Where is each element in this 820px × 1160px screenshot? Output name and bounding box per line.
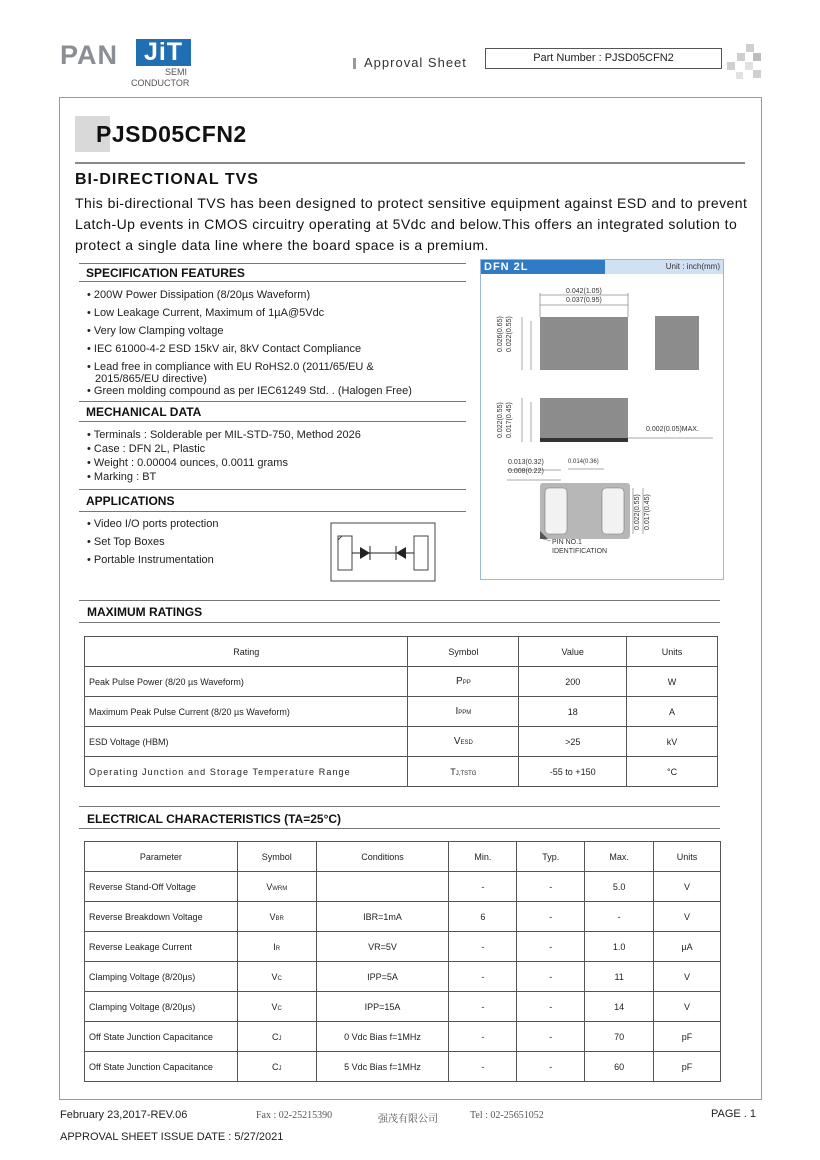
rating-cell: Peak Pulse Power (8/20 µs Waveform) [85,667,408,697]
units-cell: W [627,667,718,697]
dim-label: 0.014(0.36) [568,459,599,465]
max-cell: 1.0 [585,932,654,962]
symbol-cell: TJ,TSTG [408,757,519,787]
package-unit: Unit : inch(mm) [605,260,723,274]
typ-cell: - [517,1052,585,1082]
elec-rule-top [79,806,720,807]
symbol-cell: VWRM [237,872,316,902]
pin-label: PIN NO.1 [552,539,582,546]
footer-tel: Tel : 02-25651052 [470,1110,544,1121]
param-cell: Reverse Leakage Current [85,932,238,962]
rating-cell: Maximum Peak Pulse Current (8/20 µs Waveform) [85,697,408,727]
spec-features-heading: SPECIFICATION FEATURES [86,266,245,280]
param-cell: Clamping Voltage (8/20µs) [85,962,238,992]
max-cell: 11 [585,962,654,992]
table-row [85,1022,721,1052]
typ-cell: - [517,1022,585,1052]
table-header-cell: Value [519,637,627,667]
symbol-cell: CJ [237,1022,316,1052]
max-cell: 14 [585,992,654,1022]
dim-label: 0.008(0.22) [508,468,544,475]
units-cell: V [654,992,721,1022]
table-row [85,757,718,787]
logo-semi-text: SEMI [165,67,188,77]
table-header-cell: Symbol [237,842,316,872]
list-item: • Marking : BT [87,471,157,483]
footer-company: 强茂有限公司 [378,1114,438,1125]
list-item: • 200W Power Dissipation (8/20µs Waveform) [87,289,311,301]
footer-fax: Fax : 02-25215390 [256,1110,333,1121]
symbol-cell: VC [237,962,316,992]
logo-jit-text: JiT [136,39,191,66]
min-cell: 6 [449,902,517,932]
dim-label: 0.013(0.32) [508,459,544,466]
pin-label: IDENTIFICATION [552,548,608,555]
max-rule-top [79,600,720,601]
mech-rule-bottom [79,421,466,422]
dim-label: 0.017(0.45) [644,494,651,530]
cond-cell: 5 Vdc Bias f=1MHz [316,1052,449,1082]
param-cell: Off State Junction Capacitance [85,1052,238,1082]
table-header-cell: Symbol [408,637,519,667]
package-tab: DFN 2L [481,260,605,274]
mech-rule-top [79,401,466,402]
product-subtitle: BI-DIRECTIONAL TVS [75,171,259,188]
units-cell: V [654,962,721,992]
list-item: • Case : DFN 2L, Plastic [87,443,206,455]
list-item: • Very low Clamping voltage [87,325,224,337]
electrical-table [84,841,721,1082]
table-row [85,902,721,932]
list-item: • Low Leakage Current, Maximum of 1µA@5Vdc [87,307,325,319]
list-item: • Lead free in compliance with EU RoHS2.0 (2011/65/EU & [87,361,374,373]
table-row [85,962,721,992]
units-cell: A [627,697,718,727]
symbol-cell: IR [237,932,316,962]
typ-cell: - [517,932,585,962]
min-cell: - [449,1052,517,1082]
footer-date-rev: February 23,2017-REV.06 [60,1109,188,1121]
approval-marker [353,58,356,69]
cond-cell: VR=5V [316,932,449,962]
units-cell: °C [627,757,718,787]
table-header-cell: Typ. [517,842,585,872]
table-header-row [85,637,718,667]
value-cell: >25 [519,727,627,757]
list-item: • Video I/O ports protection [87,518,219,530]
table-header-cell: Max. [585,842,654,872]
param-cell: Reverse Stand-Off Voltage [85,872,238,902]
footer-page: PAGE . 1 [711,1108,757,1120]
min-cell: - [449,932,517,962]
table-row [85,1052,721,1082]
symbol-cell: VC [237,992,316,1022]
value-cell: -55 to +150 [519,757,627,787]
dim-label: 0.022(0.55) [506,316,513,352]
table-row [85,667,718,697]
app-rule-top [79,489,466,490]
approval-sheet-label: Approval Sheet [364,55,467,70]
min-cell: - [449,962,517,992]
list-item: • Set Top Boxes [87,536,165,548]
typ-cell: - [517,992,585,1022]
dim-label: 0.022(0.55) [634,494,641,530]
dim-label: 0.037(0.95) [566,297,602,304]
units-cell: V [654,872,721,902]
list-item: • IEC 61000-4-2 ESD 15kV air, 8kV Contact Compliance [87,343,362,355]
spec-rule-bottom [79,281,466,282]
mechanical-heading: MECHANICAL DATA [86,405,202,419]
max-ratings-heading: MAXIMUM RATINGS [87,605,203,619]
max-cell: 60 [585,1052,654,1082]
value-cell: 200 [519,667,627,697]
app-rule-bottom [79,511,466,512]
list-item: • Green molding compound as per IEC61249 Std. . (Halogen Free) [87,385,412,397]
logo-conductor-text: CONDUCTOR [131,78,190,88]
units-cell: µA [654,932,721,962]
max-cell: - [585,902,654,932]
table-header-cell: Conditions [316,842,449,872]
cond-cell [316,872,449,902]
cond-cell: IPP=5A [316,962,449,992]
typ-cell: - [517,962,585,992]
product-description: This bi-directional TVS has been designed to protect sensitive equipment against ESD and to prevent Latch-Up events in CMOS circuitry operating at 5Vdc and below.This offers an integrated solution to protect a single data line where the board space is a premium. [75,195,748,253]
list-item: • Portable Instrumentation [87,554,214,566]
cond-cell: IBR=1mA [316,902,449,932]
table-row [85,727,718,757]
symbol-cell: VESD [408,727,519,757]
max-cell: 5.0 [585,872,654,902]
table-header-cell: Parameter [85,842,238,872]
units-cell: V [654,902,721,932]
electrical-heading: ELECTRICAL CHARACTERISTICS (TA=25°C) [87,812,342,826]
max-ratings-table [84,636,718,787]
dim-label: 0.022(0.55) [497,402,504,438]
param-cell: Off State Junction Capacitance [85,1022,238,1052]
bidirectional-diode-symbol-icon [330,522,436,582]
table-header-cell: Rating [85,637,408,667]
dim-label: 0.042(1.05) [566,288,602,295]
cond-cell: IPP=15A [316,992,449,1022]
part-number-box: Part Number : PJSD05CFN2 [485,48,722,69]
symbol-cell: PPP [408,667,519,697]
list-item: 2015/865/EU directive) [95,373,207,385]
table-header-cell: Min. [449,842,517,872]
units-cell: pF [654,1022,721,1052]
param-cell: Reverse Breakdown Voltage [85,902,238,932]
rating-cell: ESD Voltage (HBM) [85,727,408,757]
symbol-cell: CJ [237,1052,316,1082]
product-title: PJSD05CFN2 [96,121,247,147]
units-cell: pF [654,1052,721,1082]
title-rule [75,162,745,164]
symbol-cell: VBR [237,902,316,932]
table-header-cell: Units [654,842,721,872]
max-cell: 70 [585,1022,654,1052]
typ-cell: - [517,902,585,932]
table-row [85,872,721,902]
list-item: • Weight : 0.00004 ounces, 0.0011 grams [87,457,288,469]
table-row [85,697,718,727]
footer-issue-date: APPROVAL SHEET ISSUE DATE : 5/27/2021 [60,1131,284,1143]
min-cell: - [449,992,517,1022]
min-cell: - [449,872,517,902]
table-row [85,992,721,1022]
list-item: • Terminals : Solderable per MIL-STD-750, Method 2026 [87,429,361,441]
logo-pan-text: PAN [60,40,119,70]
param-cell: Clamping Voltage (8/20µs) [85,992,238,1022]
units-cell: kV [627,727,718,757]
applications-heading: APPLICATIONS [86,494,175,508]
min-cell: - [449,1022,517,1052]
dim-label: 0.017(0.45) [506,402,513,438]
symbol-cell: IPPM [408,697,519,727]
table-header-cell: Units [627,637,718,667]
dim-label: 0.026(0.65) [497,316,504,352]
table-row [85,932,721,962]
typ-cell: - [517,872,585,902]
value-cell: 18 [519,697,627,727]
max-rule-bottom [79,622,720,623]
table-header-row [85,842,721,872]
cond-cell: 0 Vdc Bias f=1MHz [316,1022,449,1052]
spec-rule-top [79,263,466,264]
dim-label: 0.002(0.05)MAX. [646,426,699,433]
rating-cell: Operating Junction and Storage Temperature Range [85,757,408,787]
elec-rule-bottom [79,828,720,829]
